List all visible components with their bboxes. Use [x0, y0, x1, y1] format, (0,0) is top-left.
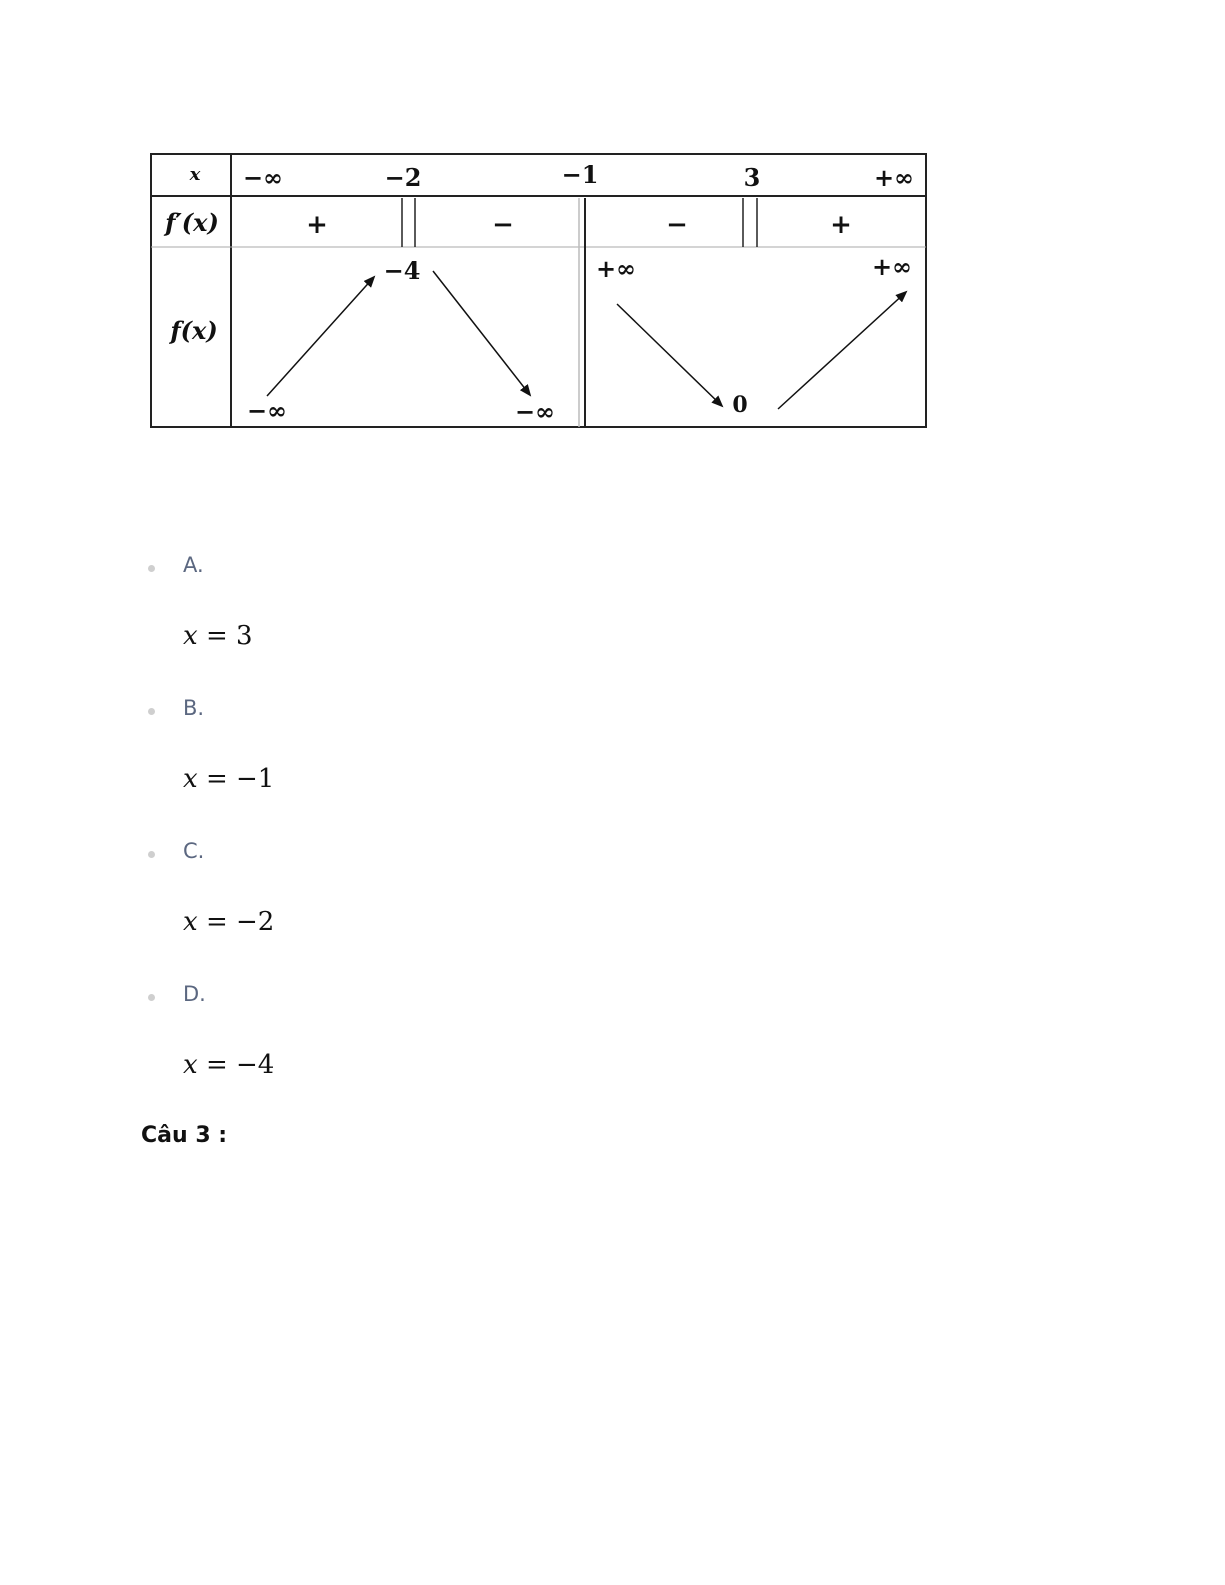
option-label: C. [183, 839, 205, 863]
x-value-3: 3 [743, 163, 761, 192]
x-value-pos-infinity: +∞ [873, 163, 915, 192]
f-value-start: −∞ [246, 396, 288, 425]
option-label: A. [183, 553, 204, 577]
option-expression: x = −2 [183, 907, 275, 937]
x-value-neg-infinity: −∞ [242, 163, 284, 192]
variation-table-svg [150, 153, 930, 433]
option-label: D. [183, 982, 206, 1006]
option-expression: x = −4 [183, 1050, 275, 1080]
table-frame [151, 154, 926, 427]
sign-interval-1: + [306, 210, 328, 240]
f-value-right-of-asymptote: +∞ [595, 254, 637, 283]
x-value-minus-1: −1 [561, 160, 599, 189]
f-value-local-max: −4 [383, 256, 421, 285]
row-label-derivative: f′(x) [165, 208, 219, 237]
bullet-icon [148, 994, 155, 1001]
variation-table [150, 153, 930, 433]
row-label-x: x [189, 164, 201, 185]
bullet-icon [148, 708, 155, 715]
bullet-icon [148, 851, 155, 858]
row-label-function: f(x) [170, 316, 218, 345]
sign-interval-4: + [830, 210, 852, 240]
next-question-heading: Câu 3 : [141, 1123, 228, 1148]
sign-interval-3: − [666, 210, 688, 240]
sign-interval-2: − [492, 210, 514, 240]
option-expression: x = 3 [183, 621, 253, 651]
option-label: B. [183, 696, 205, 720]
f-value-end: +∞ [871, 252, 913, 281]
f-value-local-min: 0 [732, 392, 748, 418]
option-expression: x = −1 [183, 764, 275, 794]
f-value-left-of-asymptote: −∞ [514, 397, 556, 426]
bullet-icon [148, 565, 155, 572]
x-value-minus-2: −2 [384, 163, 422, 192]
